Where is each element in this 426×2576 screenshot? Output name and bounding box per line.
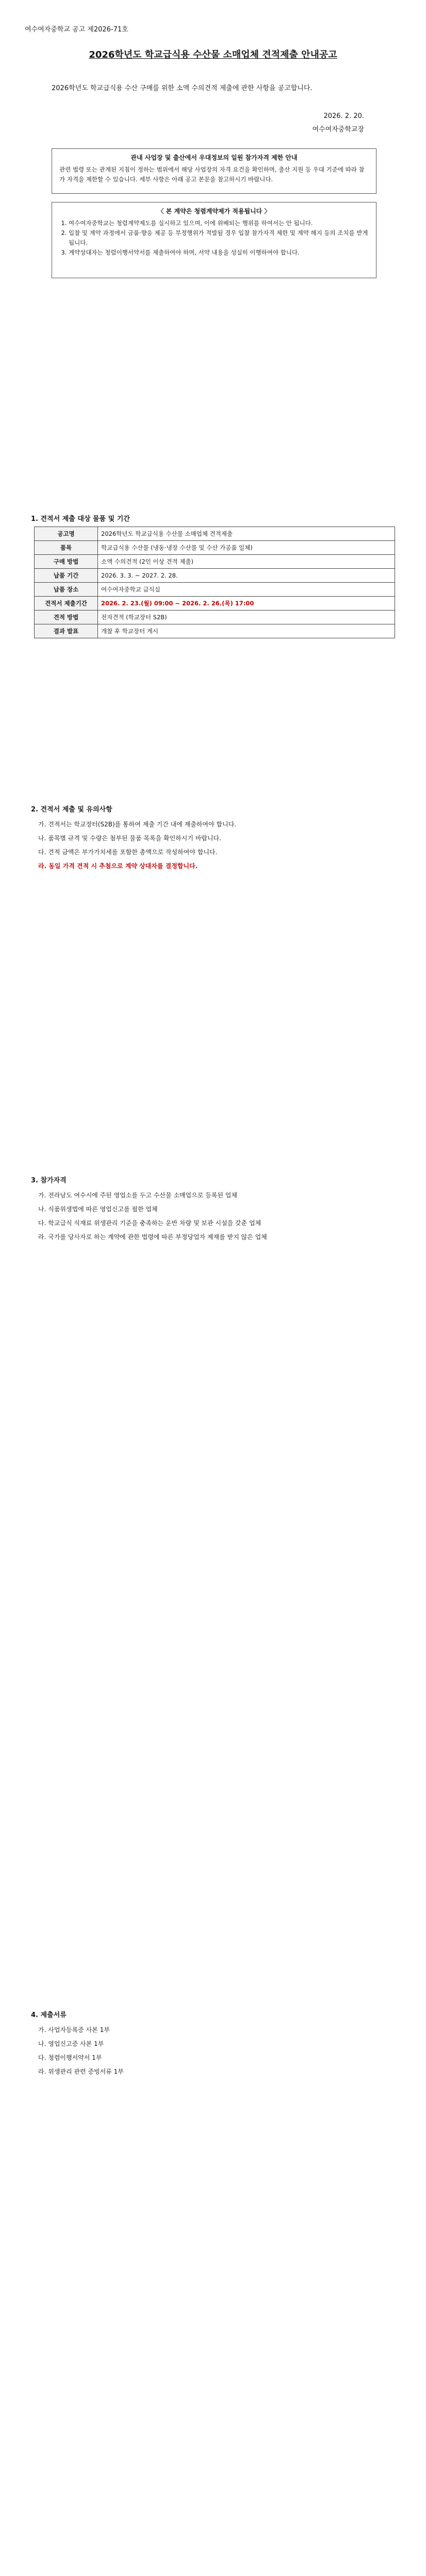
integrity-item: 1. 여수여자중학교는 청렴계약제도를 실시하고 있으며, 이에 위배되는 행위를 하여서는 안 됩니다. (69, 218, 369, 228)
issuer: 여수여자중학교장 (312, 126, 364, 133)
eligibility-box-body: 관련 법령 또는 관계된 지침이 정하는 범위에서 해당 사업장의 자격 요건을 확인하며, 출산 지원 등 우대 기준에 따라 참가 자격을 제한할 수 있습니다. 세부 사항은 아래 공고 본문을 참고하시기 바랍니다. (59, 166, 365, 183)
table-row: 품목 학교급식용 수산물 (냉동·냉장 수산물 및 수산 가공품 일체) (35, 541, 395, 555)
integrity-item: 3. 계약상대자는 청렴이행서약서를 제출하여야 하며, 서약 내용을 성실히 이행하여야 합니다. (69, 248, 369, 258)
paragraph: 나. 영업신고증 사본 1부 (38, 2040, 104, 2047)
integrity-box-title: 〈 본 계약은 청렴계약제가 적용됩니다 〉 (157, 208, 271, 215)
table-row: 공고명 2026학년도 학교급식용 수산물 소매업체 견적제출 (35, 527, 395, 541)
paragraph: 라. 위생관리 관련 증빙서류 1부 (38, 2068, 124, 2075)
paragraph: 라. 동일 가격 견적 시 추첨으로 계약 상대자를 결정합니다. (38, 862, 198, 870)
page-title: 2026학년도 학교급식용 수산물 소매업체 견적제출 안내공고 (89, 49, 337, 60)
paragraph: 나. 식품위생법에 따른 영업신고를 필한 업체 (38, 1206, 158, 1213)
section-4-heading: 4. 제출서류 (31, 2011, 67, 2019)
integrity-list (59, 218, 369, 258)
integrity-item: 2. 입찰 및 계약 과정에서 금품·향응 제공 등 부정행위가 적발될 경우 입찰 참가자격 제한 및 계약 해지 등의 조치를 받게 됩니다. (69, 228, 369, 248)
eligibility-notice-box (52, 148, 376, 194)
paragraph: 다. 견적 금액은 부가가치세를 포함한 총액으로 작성하여야 합니다. (38, 849, 218, 856)
intro-text: 2026학년도 학교급식용 수산 구매를 위한 소액 수의견적 제출에 관한 사항을 공고합니다. (52, 84, 313, 92)
section-2-body (38, 819, 394, 875)
paragraph: 라. 국가를 당사자로 하는 계약에 관한 법령에 따른 부정당업자 제재를 받지 않은 업체 (38, 1233, 267, 1241)
table-row: 결과 발표 개찰 후 학교장터 게시 (35, 624, 395, 638)
table-row: 구매 방법 소액 수의견적 (2인 이상 견적 제출) (35, 555, 395, 569)
section-2-heading: 2. 견적서 제출 및 유의사항 (31, 806, 112, 814)
paragraph: 가. 사업자등록증 사본 1부 (38, 2026, 110, 2033)
section-1-heading: 1. 견적서 제출 대상 물품 및 기간 (31, 515, 130, 523)
paragraph: 가. 전라남도 여수시에 주된 영업소를 두고 수산물 소매업으로 등록된 업체 (38, 1192, 237, 1199)
notice-date: 2026. 2. 20. (323, 112, 364, 120)
eligibility-box-title: 관내 사업장 및 출산에서 우대정보의 일원 참가자격 제한 안내 (130, 154, 298, 161)
spec-table (34, 527, 395, 638)
table-row: 견적서 제출기간 2026. 2. 23.(월) 09:00 ~ 2026. 2. 26.(목) 17:00 (35, 597, 395, 611)
section-4-body (38, 2025, 394, 2080)
section-3-heading: 3. 참가자격 (31, 1177, 67, 1184)
table-row: 납품 기간 2026. 3. 3. ~ 2027. 2. 28. (35, 569, 395, 583)
paragraph: 다. 청렴이행서약서 1부 (38, 2054, 102, 2061)
notice-number: 여수여자중학교 공고 제2026-71호 (25, 26, 128, 33)
paragraph: 나. 품목별 규격 및 수량은 첨부된 물품 목록을 확인하시기 바랍니다. (38, 835, 221, 842)
paragraph: 가. 견적서는 학교장터(S2B)를 통하여 제출 기간 내에 제출하여야 합니다. (38, 821, 236, 828)
integrity-contract-box (52, 202, 376, 278)
section-3-body (38, 1190, 394, 1246)
table-row: 납품 장소 여수여자중학교 급식실 (35, 583, 395, 597)
paragraph: 다. 학교급식 식재료 위생관리 기준을 충족하는 운반 차량 및 보관 시설을 갖춘 업체 (38, 1219, 261, 1227)
table-row: 견적 방법 전자견적 (학교장터 S2B) (35, 611, 395, 624)
